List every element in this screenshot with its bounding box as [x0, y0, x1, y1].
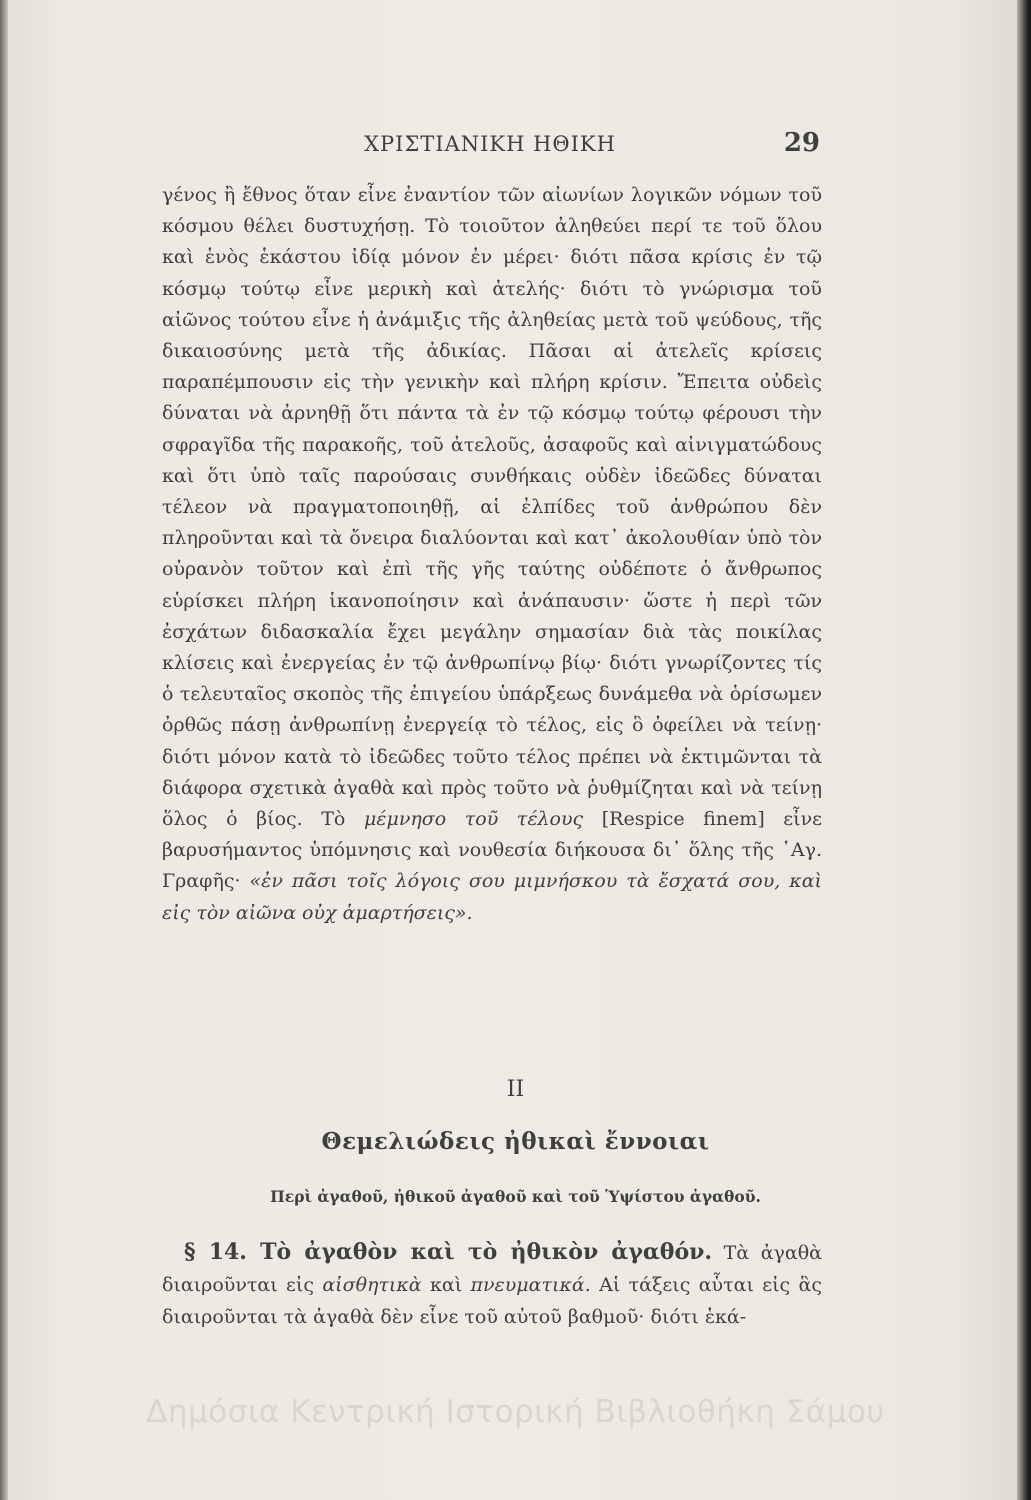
scripture-quote: «ἐν πᾶσι τοῖς λόγοις σου μιμνήσκου τὰ ἔσχατά σου, καὶ εἰς τὸν αἰῶνα οὐχ ἁμαρτήσεις».	[162, 870, 823, 924]
section-subtitle: Περὶ ἀγαθοῦ, ἠθικοῦ ἀγαθοῦ καὶ τοῦ Ὑψίστου ἀγαθοῦ.	[270, 1187, 761, 1206]
body-text-run: γένος ἢ ἔθνος ὅταν εἶνε ἐναντίον τῶν αἰωνίων λογικῶν νόμων τοῦ κόσμου θέλει δυστυχήσῃ. Τὸ τοιοῦτον ἀληθεύει περί τε τοῦ ὅλου καὶ ἑνὸς ἑκάστου ἰδίᾳ μόνον ἐν μέρει· διότι πᾶσα κρίσις ἐν τῷ κόσμῳ τούτῳ εἶνε μερικὴ καὶ ἀτελής· διότι τὸ γνώρισμα τοῦ αἰῶνος τούτου εἶνε ἡ ἀνάμιξις τῆς ἀληθείας μετὰ τοῦ ψεύδους, τῆς δικαιοσύνης μετὰ τῆς ἀδικίας. Πᾶσαι αἱ ἀτελεῖς κρίσεις παραπέμπουσιν εἰς τὴν γενικὴν καὶ πλήρη κρίσιν. Ἔπειτα οὐδεὶς δύναται νὰ ἀρνηθῇ ὅτι πάντα τὰ ἐν τῷ κόσμῳ τούτῳ φέρουσι τὴν σφραγῖδα τῆς παρακοῆς, τοῦ ἀτελοῦς, ἀσαφοῦς καὶ αἰνιγματώδους καὶ ὅτι ὑπὸ ταῖς παρούσαις συνθήκαις οὐδὲν ἰδεῶδες δύναται τέλεον νὰ πραγματοποιηθῇ, αἱ ἐλπίδες τοῦ ἀνθρώπου δὲν πληροῦνται καὶ τὰ ὄνειρα διαλύονται καὶ κατ᾽ ἀκολουθίαν ὑπὸ τὸν οὐρανὸν τοῦτον καὶ ἐπὶ τῆς γῆς ταύτης οὐδέποτε ὁ ἄνθρωπος εὑρίσκει πλήρη ἱκανοποίησιν καὶ ἀνάπαυσιν· ὥστε ἡ περὶ τῶν ἐσχάτων διδασκαλία ἔχει μεγάλην σημασίαν διὰ τὰς ποικίλας κλίσεις καὶ ἐνεργείας ἐν τῷ ἀνθρωπίνῳ βίῳ· διότι γνωρίζοντες τίς ὁ τελευταῖος σκοπὸς τῆς ἐπιγείου ὑπάρξεως δυνάμεθα νὰ ὁρίσωμεν ὀρθῶς πάσῃ ἀνθρωπίνῃ ἐνεργείᾳ τὸ τέλος, εἰς ὃ ὀφείλει νὰ τείνῃ· διότι μόνον κατὰ τὸ ἰδεῶδες τοῦτο τέλος πρέπει νὰ ἐκτιμῶνται τὰ διάφορα σχετικὰ ἀγαθὰ καὶ πρὸς τοῦτο νὰ ῥυθμίζηται καὶ νὰ τείνῃ ὅλος ὁ βίος. Τὸ	[162, 184, 822, 831]
library-watermark: Δημόσια Κεντρική Ιστορική Βιβλιοθήκη Σάμου	[146, 1394, 885, 1430]
page-binding-edge	[0, 0, 8, 1500]
body-paragraph-text	[162, 180, 822, 929]
paragraph-14	[162, 1236, 822, 1333]
paragraph-14-heading: § 14. Τὸ ἀγαθὸν καὶ τὸ ἠθικὸν ἀγαθόν.	[184, 1239, 713, 1265]
section-title: Θεμελιώδεις ἠθικαὶ ἔννοιαι	[321, 1128, 710, 1155]
page-outer-edge	[1017, 0, 1031, 1500]
paragraph-14-text: καὶ	[421, 1274, 471, 1296]
paragraph-14-text: Τὰ ἀγαθὰ διαιροῦνται εἰς	[162, 1242, 823, 1296]
section-numeral: II	[506, 1077, 525, 1102]
body-paragraph	[162, 180, 822, 929]
paragraph-14-italic: πνευματικά	[470, 1274, 585, 1296]
paragraph-14-text: . Αἱ τάξεις αὗται εἰς ἃς διαιροῦνται τὰ ἀγαθὰ δὲν εἶνε τοῦ αὐτοῦ βαθμοῦ· διότι ἑκά-	[162, 1274, 822, 1328]
paragraph-14-italic: αἰσθητικὰ	[322, 1274, 422, 1296]
page-header	[160, 128, 820, 164]
running-head: ΧΡΙΣΤΙΑΝΙΚΗ ΗΘΙΚΗ	[364, 132, 616, 156]
latin-motto-greek: μέμνησο τοῦ τέλους	[363, 808, 584, 831]
page-number: 29	[783, 128, 820, 158]
body-text-run: [Respice finem] εἶνε βαρυσήμαντος ὑπόμνησις καὶ νουθεσία διήκουσα δι᾽ ὅλης τῆς ῾Αγ. Γραφῆς·	[162, 808, 822, 893]
